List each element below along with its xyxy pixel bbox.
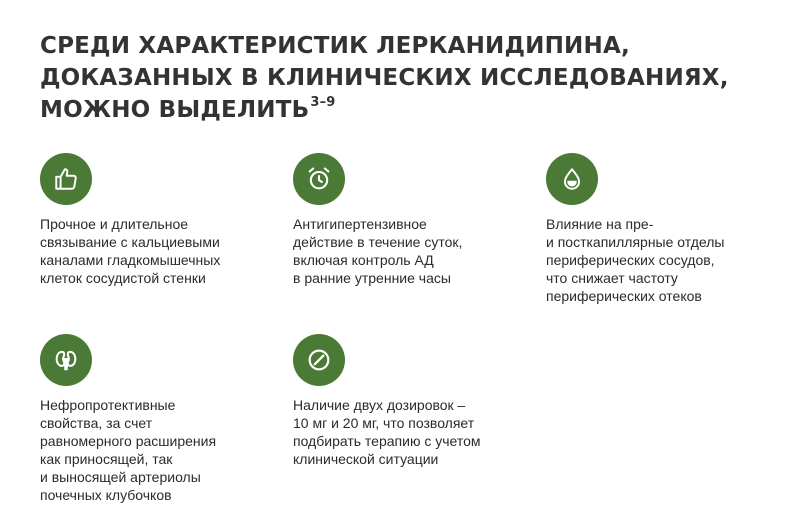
feature-text-line: клинической ситуации xyxy=(293,451,439,467)
feature-text-line: и выносящей артериолы xyxy=(40,469,201,485)
feature-description xyxy=(293,396,533,468)
feature-text-line: Влияние на пре- xyxy=(546,216,654,232)
feature-card xyxy=(546,153,786,305)
feature-text-line: свойства, за счет xyxy=(40,415,153,431)
feature-text-line: Прочное и длительное xyxy=(40,216,189,232)
feature-text-line: почечных клубочков xyxy=(40,487,172,503)
feature-text-line: периферических отеков xyxy=(546,288,702,304)
feature-text-line: 10 мг и 20 мг, что позволяет xyxy=(293,415,475,431)
feature-text-line: периферических сосудов, xyxy=(546,252,715,268)
feature-text-line: подбирать терапию с учетом xyxy=(293,433,481,449)
feature-text-line: в ранние утренние часы xyxy=(293,270,451,286)
thumbs-up-icon xyxy=(40,153,92,205)
feature-description xyxy=(40,396,270,504)
title-line: ДОКАЗАННЫХ В КЛИНИЧЕСКИХ ИССЛЕДОВАНИЯХ, xyxy=(40,65,729,91)
feature-text-line: связывание с кальциевыми xyxy=(40,234,220,250)
feature-description xyxy=(293,215,523,287)
feature-description xyxy=(546,215,786,305)
feature-text-line: Антигипертензивное xyxy=(293,216,427,232)
feature-text-line: равномерного расширения xyxy=(40,433,217,449)
feature-card xyxy=(40,334,270,504)
feature-text-line: что снижает частоту xyxy=(546,270,678,286)
feature-text-line: действие в течение суток, xyxy=(293,234,463,250)
feature-card xyxy=(40,153,270,287)
alarm-clock-icon xyxy=(293,153,345,205)
kidneys-icon xyxy=(40,334,92,386)
feature-text-line: включая контроль АД xyxy=(293,252,434,268)
feature-text-line: Наличие двух дозировок – xyxy=(293,397,466,413)
feature-card xyxy=(293,334,533,468)
title-line xyxy=(40,94,780,126)
feature-text-line: и посткапиллярные отделы xyxy=(546,234,725,250)
feature-text-line: клеток сосудистой стенки xyxy=(40,270,206,286)
reference-superscript: 3–9 xyxy=(310,95,336,111)
feature-text-line: Нефропротективные xyxy=(40,397,176,413)
title-line: СРЕДИ ХАРАКТЕРИСТИК ЛЕРКАНИДИПИНА, xyxy=(40,33,630,59)
feature-description xyxy=(40,215,270,287)
pill-icon xyxy=(293,334,345,386)
feature-card xyxy=(293,153,523,287)
feature-text-line: каналами гладкомышечных xyxy=(40,252,221,268)
drop-icon xyxy=(546,153,598,205)
feature-text-line: как приносящей, так xyxy=(40,451,173,467)
title-line-text: МОЖНО ВЫДЕЛИТЬ xyxy=(40,97,310,123)
page-title xyxy=(40,30,780,126)
